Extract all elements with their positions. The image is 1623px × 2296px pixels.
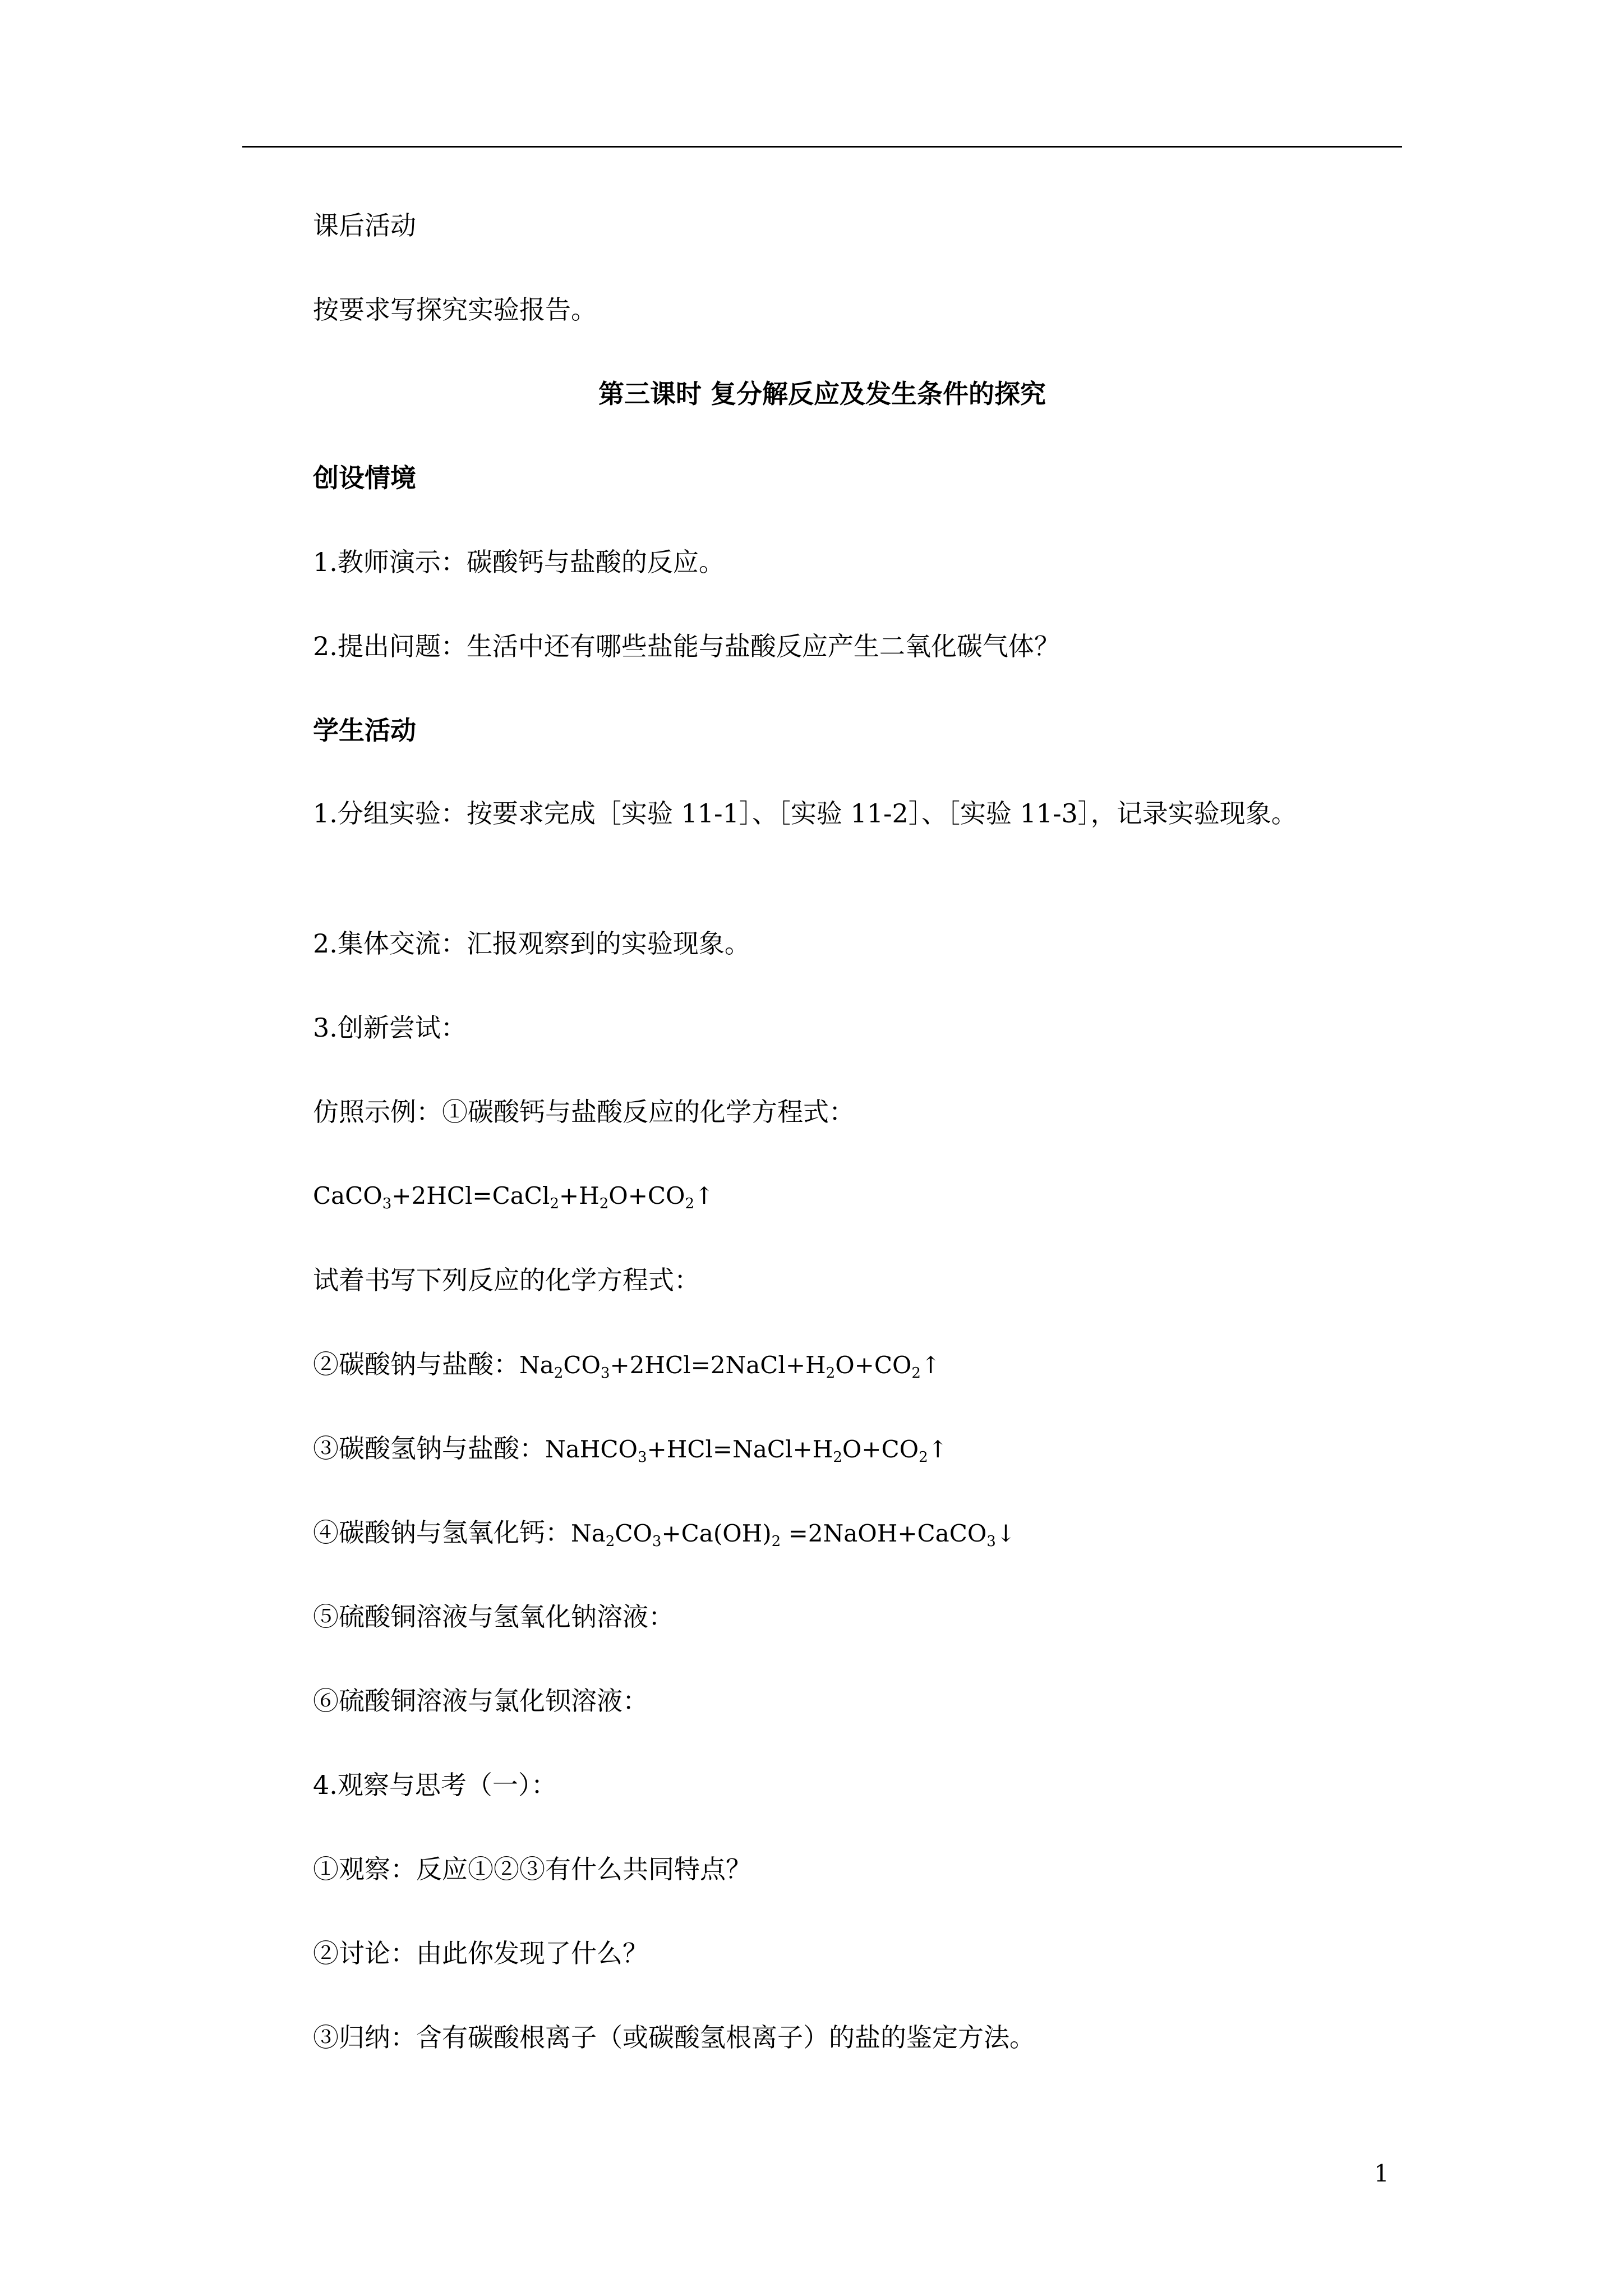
observe-1: ①观察：反应①②③有什么共同特点？ (313, 1854, 751, 1884)
observe-3: ③归纳：含有碳酸根离子（或碳酸氢根离子）的盐的鉴定方法。 (313, 2022, 1035, 2053)
item-4-label: ④碳酸钠与氢氧化钙： (313, 1517, 571, 1548)
innovate-line: 3.创新尝试： (313, 1013, 467, 1043)
item-5: ⑤硫酸铜溶液与氢氧化钠溶液： (313, 1602, 674, 1632)
exchange-line: 2.集体交流：汇报观察到的实验现象。 (313, 928, 750, 959)
item-2 (313, 1347, 1401, 1390)
lesson-title: 第三课时 复分解反应及发生条件的探究 (598, 379, 1046, 409)
item-2-label: ②碳酸钠与盐酸： (313, 1349, 519, 1379)
equation-3: $NaHCO_3+HCl=NaCl+H_2O+CO_2↑$ (545, 1435, 948, 1466)
equation-2: $Na_2CO_3+2HCl=2NaCl+H_2O+CO_2↑$ (519, 1351, 941, 1382)
item-6: ⑥硫酸铜溶液与氯化钡溶液： (313, 1686, 648, 1716)
equation-1: $CaCO_3+2HCl=CaCl_2+H_2O+CO_2↑$ (313, 1182, 714, 1212)
group-experiment-line: 1.分组实验：按要求完成［实验 11-1］、［实验 11-2］、［实验 11-3］，记录实验现象。 (313, 798, 1297, 829)
student-activity-heading: 学生活动 (313, 715, 416, 746)
after-class-heading: 课后活动 (313, 210, 416, 241)
item-3 (313, 1432, 1401, 1474)
question-line: 2.提出问题：生活中还有哪些盐能与盐酸反应产生二氧化碳气体？ (313, 631, 1060, 661)
item-4 (313, 1516, 1401, 1558)
demo-line: 1.教师演示：碳酸钙与盐酸的反应。 (313, 547, 725, 577)
observe-2: ②讨论：由此你发现了什么？ (313, 1938, 648, 1968)
example-line: 仿照示例：①碳酸钙与盐酸反应的化学方程式： (313, 1097, 855, 1127)
report-instruction: 按要求写探究实验报告。 (313, 295, 597, 325)
page-number: 1 (1374, 2160, 1389, 2187)
equation-4: $Na_2CO_3+Ca(OH)_2$ =2NaOH+CaCO$_3$↓ (571, 1520, 1016, 1550)
observe-title: 4.观察与思考（一）： (313, 1770, 557, 1800)
try-write-line: 试着书写下列反应的化学方程式： (313, 1265, 700, 1295)
create-scene-heading: 创设情境 (313, 463, 416, 493)
item-3-label: ③碳酸氢钠与盐酸： (313, 1433, 545, 1464)
header-rule (242, 146, 1402, 148)
